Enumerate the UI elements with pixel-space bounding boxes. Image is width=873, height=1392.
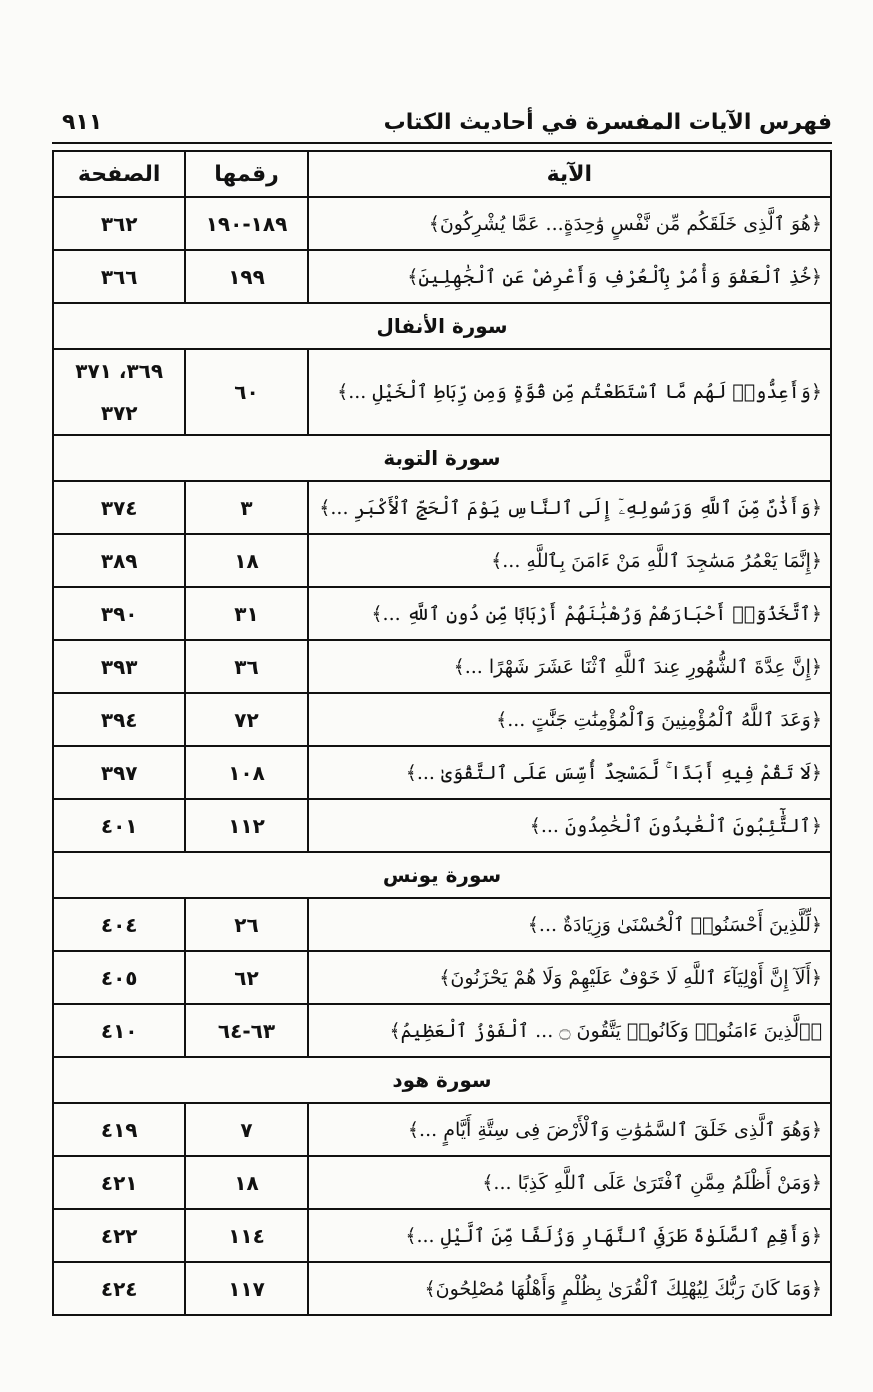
verse-text: ﴿وَعَدَ ٱللَّهُ ٱلْمُؤْمِنِينَ وَٱلْمُؤْمِنَٰتِ جَنَّٰتٍ ...﴾ xyxy=(308,693,831,746)
table-row xyxy=(53,349,831,435)
page-reference: ٣٦٦ xyxy=(53,250,185,303)
table-row xyxy=(53,481,831,534)
table-row xyxy=(53,693,831,746)
verse-number: ٣٦ xyxy=(185,640,307,693)
verse-text: ﴿إِنَّمَا يَعْمُرُ مَسَٰجِدَ ٱللَّهِ مَنْ ءَامَنَ بِٱللَّهِ ...﴾ xyxy=(308,534,831,587)
verse-text: ﴿لَا تَقُمْ فِيهِ أَبَدًا ۚ لَّمَسْجِدٌ أُسِّسَ عَلَى ٱلتَّقْوَىٰ ...﴾ xyxy=(308,746,831,799)
table-row xyxy=(53,951,831,1004)
page-reference: ٤٠٥ xyxy=(53,951,185,1004)
table-body xyxy=(53,197,831,1315)
header-divider xyxy=(52,142,832,144)
verse-number: ١٨ xyxy=(185,534,307,587)
verse-number: ٢٦ xyxy=(185,898,307,951)
page-reference: ٤٠٤ xyxy=(53,898,185,951)
surah-heading: سورة يونس xyxy=(53,852,831,898)
table-row xyxy=(53,1004,831,1057)
table-row xyxy=(53,640,831,693)
verse-number: ٣ xyxy=(185,481,307,534)
verse-text: ﴿إِنَّ عِدَّةَ ٱلشُّهُورِ عِندَ ٱللَّهِ ٱثْنَا عَشَرَ شَهْرًا ...﴾ xyxy=(308,640,831,693)
table-row xyxy=(53,534,831,587)
verse-text: ﴿أَلَآ إِنَّ أَوْلِيَآءَ ٱللَّهِ لَا خَوْفٌ عَلَيْهِمْ وَلَا هُمْ يَحْزَنُونَ﴾ xyxy=(308,951,831,1004)
verse-text: ﴿ٱلتَّٰٓئِبُونَ ٱلْعَٰبِدُونَ ٱلْحَٰمِدُونَ ...﴾ xyxy=(308,799,831,852)
page-reference-line: ٣٧٢ xyxy=(100,401,138,425)
verse-number: ٦٣-٦٤ xyxy=(185,1004,307,1057)
verse-number: ١١٢ xyxy=(185,799,307,852)
page-reference: ٣٧٤ xyxy=(53,481,185,534)
page-reference: ٤٢١ xyxy=(53,1156,185,1209)
verse-number: ١٩٩ xyxy=(185,250,307,303)
verse-number: ٧ xyxy=(185,1103,307,1156)
surah-heading-row xyxy=(53,435,831,481)
surah-heading: سورة هود xyxy=(53,1057,831,1103)
verse-text: ﴿وَأَذَٰنٌ مِّنَ ٱللَّهِ وَرَسُولِهِۦٓ إِلَى ٱلنَّاسِ يَوْمَ ٱلْحَجِّ ٱلْأَكْبَرِ ...﴾ xyxy=(308,481,831,534)
column-header-page: الصفحة xyxy=(53,151,185,197)
verse-number: ٦٠ xyxy=(185,349,307,435)
table-row xyxy=(53,799,831,852)
verse-text: ﴿هُوَ ٱلَّذِى خَلَقَكُم مِّن نَّفْسٍ وَٰحِدَةٍ... عَمَّا يُشْرِكُونَ﴾ xyxy=(308,197,831,250)
surah-heading-row xyxy=(53,303,831,349)
page-number: ٩١١ xyxy=(62,110,103,135)
verse-number: ١١٧ xyxy=(185,1262,307,1315)
surah-heading-row xyxy=(53,1057,831,1103)
surah-heading-row xyxy=(53,852,831,898)
table-row xyxy=(53,587,831,640)
verse-number: ٦٢ xyxy=(185,951,307,1004)
surah-heading: سورة التوبة xyxy=(53,435,831,481)
page-reference: ٣٩٠ xyxy=(53,587,185,640)
verse-text: ﴿ٱلَّذِينَ ءَامَنُوا۟ وَكَانُوا۟ يَتَّقُونَ ۝ ... ٱلْفَوْزُ ٱلْعَظِيمُ﴾ xyxy=(308,1004,831,1057)
column-header-verse: الآية xyxy=(308,151,831,197)
page-reference: ٤١٩ xyxy=(53,1103,185,1156)
table-row xyxy=(53,250,831,303)
verse-text: ﴿وَأَقِمِ ٱلصَّلَوٰةَ طَرَفَىِ ٱلنَّهَارِ وَزُلَفًا مِّنَ ٱلَّيْلِ ...﴾ xyxy=(308,1209,831,1262)
page-reference: ٤٠١ xyxy=(53,799,185,852)
table-row xyxy=(53,746,831,799)
page-reference: ٤٢٤ xyxy=(53,1262,185,1315)
verse-text: ﴿وَمَا كَانَ رَبُّكَ لِيُهْلِكَ ٱلْقُرَىٰ بِظُلْمٍ وَأَهْلُهَا مُصْلِحُونَ﴾ xyxy=(308,1262,831,1315)
page-reference: ٣٨٩ xyxy=(53,534,185,587)
page-reference: ٣٦٢ xyxy=(53,197,185,250)
verse-text: ﴿خُذِ ٱلْعَفْوَ وَأْمُرْ بِٱلْعُرْفِ وَأَعْرِضْ عَنِ ٱلْجَٰهِلِينَ﴾ xyxy=(308,250,831,303)
verse-text: ﴿وَأَعِدُّوا۟ لَهُم مَّا ٱسْتَطَعْتُم مِّن قُوَّةٍ وَمِن رِّبَاطِ ٱلْخَيْلِ ...﴾ xyxy=(308,349,831,435)
table-header-row xyxy=(53,151,831,197)
surah-heading: سورة الأنفال xyxy=(53,303,831,349)
verse-number: ١٨ xyxy=(185,1156,307,1209)
page-reference xyxy=(53,349,185,435)
page-title: فهرس الآيات المفسرة في أحاديث الكتاب xyxy=(383,110,832,135)
page-reference-line: ٣٦٩، ٣٧١ xyxy=(75,359,164,383)
page-reference: ٤١٠ xyxy=(53,1004,185,1057)
table-row xyxy=(53,1156,831,1209)
table-row xyxy=(53,898,831,951)
page-reference: ٣٩٧ xyxy=(53,746,185,799)
column-header-number: رقمها xyxy=(185,151,307,197)
page-reference: ٣٩٣ xyxy=(53,640,185,693)
table-row xyxy=(53,197,831,250)
verse-number: ٧٢ xyxy=(185,693,307,746)
page-reference: ٤٢٢ xyxy=(53,1209,185,1262)
table-row xyxy=(53,1262,831,1315)
verse-number: ١١٤ xyxy=(185,1209,307,1262)
verse-index-table xyxy=(52,150,832,1316)
page-reference: ٣٩٤ xyxy=(53,693,185,746)
table-row xyxy=(53,1103,831,1156)
verse-number: ١٠٨ xyxy=(185,746,307,799)
verse-number: ١٨٩-١٩٠ xyxy=(185,197,307,250)
table-row xyxy=(53,1209,831,1262)
verse-text: ﴿وَهُوَ ٱلَّذِى خَلَقَ ٱلسَّمَٰوَٰتِ وَٱلْأَرْضَ فِى سِتَّةِ أَيَّامٍ ...﴾ xyxy=(308,1103,831,1156)
verse-text: ﴿ٱتَّخَذُوٓا۟ أَحْبَارَهُمْ وَرُهْبَٰنَهُمْ أَرْبَابًا مِّن دُونِ ٱللَّهِ ...﴾ xyxy=(308,587,831,640)
verse-text: ﴿لِّلَّذِينَ أَحْسَنُوا۟ ٱلْحُسْنَىٰ وَزِيَادَةٌ ...﴾ xyxy=(308,898,831,951)
verse-number: ٣١ xyxy=(185,587,307,640)
verse-text: ﴿وَمَنْ أَظْلَمُ مِمَّنِ ٱفْتَرَىٰ عَلَى ٱللَّهِ كَذِبًا ...﴾ xyxy=(308,1156,831,1209)
page-header xyxy=(52,108,832,140)
